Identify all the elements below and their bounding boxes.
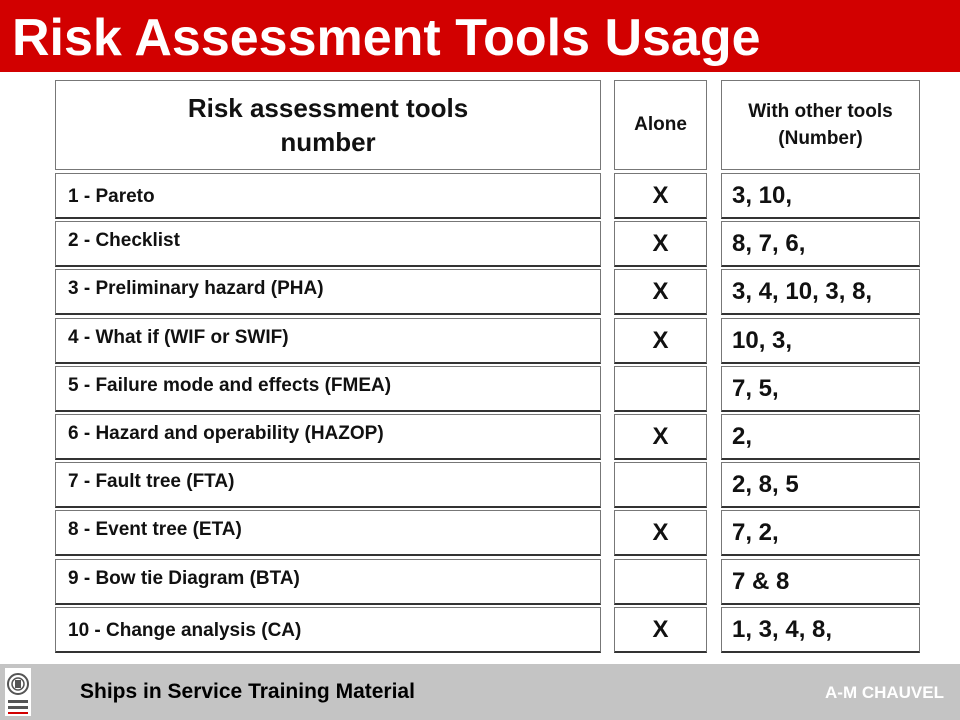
table-row-alone [614, 173, 707, 219]
tool-name: 1 - Pareto [68, 186, 155, 207]
table-row-alone [614, 414, 707, 460]
table-row-with-other [721, 414, 920, 460]
header-with-other-label: With other tools (Number) [748, 101, 893, 149]
tool-name: 2 - Checklist [68, 230, 180, 251]
table-row-alone [614, 559, 707, 605]
header-with-other [721, 80, 920, 170]
table-row-tool [55, 318, 601, 364]
table-row-tool [55, 414, 601, 460]
with-other-tools: 7, 5, [732, 374, 779, 402]
alone-mark: X [652, 181, 669, 209]
table-row-alone [614, 366, 707, 412]
table-row-with-other [721, 318, 920, 364]
header-alone [614, 80, 707, 170]
alone-mark: X [652, 422, 669, 450]
table-row-with-other [721, 559, 920, 605]
header-alone-label: Alone [634, 114, 687, 135]
table-row-with-other [721, 366, 920, 412]
title-bar [0, 0, 960, 72]
table-row-alone [614, 510, 707, 556]
table-row-tool [55, 510, 601, 556]
table-row-with-other [721, 510, 920, 556]
with-other-tools: 7 & 8 [732, 567, 790, 595]
alone-mark: X [652, 229, 669, 257]
header-tools-label: Risk assessment tools number [187, 93, 469, 157]
table-row-with-other [721, 607, 920, 653]
tool-name: 7 - Fault tree (FTA) [68, 471, 235, 492]
tool-name: 6 - Hazard and operability (HAZOP) [68, 423, 384, 444]
bureau-veritas-logo-icon [5, 668, 31, 716]
alone-mark: X [652, 326, 669, 354]
with-other-tools: 7, 2, [732, 518, 779, 546]
author-name: A-M CHAUVEL [825, 683, 944, 702]
tool-name: 4 - What if (WIF or SWIF) [68, 327, 289, 348]
table-row-tool [55, 559, 601, 605]
table-row-tool [55, 269, 601, 315]
tool-name: 3 - Preliminary hazard (PHA) [68, 278, 324, 299]
with-other-tools: 3, 10, [732, 181, 793, 209]
table-row-with-other [721, 462, 920, 508]
table-row-tool [55, 173, 601, 219]
table-row-alone [614, 221, 707, 267]
table-row-with-other [721, 221, 920, 267]
table-row-tool [55, 607, 601, 653]
with-other-tools: 2, [732, 422, 753, 450]
footer-text: Ships in Service Training Material [80, 680, 415, 703]
tool-name: 8 - Event tree (ETA) [68, 519, 242, 540]
tool-name: 9 - Bow tie Diagram (BTA) [68, 568, 300, 589]
alone-mark: X [652, 615, 669, 643]
table-row-with-other [721, 173, 920, 219]
page-title: Risk Assessment Tools Usage [12, 9, 761, 67]
with-other-tools: 3, 4, 10, 3, 8, [732, 277, 873, 305]
table-row-with-other [721, 269, 920, 315]
with-other-tools: 10, 3, [732, 326, 793, 354]
with-other-tools: 2, 8, 5 [732, 470, 799, 498]
tool-name: 5 - Failure mode and effects (FMEA) [68, 375, 392, 396]
table-row-alone [614, 607, 707, 653]
table-row-alone [614, 462, 707, 508]
tool-name: 10 - Change analysis (CA) [68, 620, 302, 641]
table-row-tool [55, 221, 601, 267]
table-row-alone [614, 318, 707, 364]
alone-mark: X [652, 277, 669, 305]
with-other-tools: 8, 7, 6, [732, 229, 806, 257]
table-row-tool [55, 366, 601, 412]
table-row-tool [55, 462, 601, 508]
table-row-alone [614, 269, 707, 315]
alone-mark: X [652, 518, 669, 546]
header-tools [55, 80, 601, 170]
footer [0, 664, 960, 720]
with-other-tools: 1, 3, 4, 8, [732, 615, 833, 643]
